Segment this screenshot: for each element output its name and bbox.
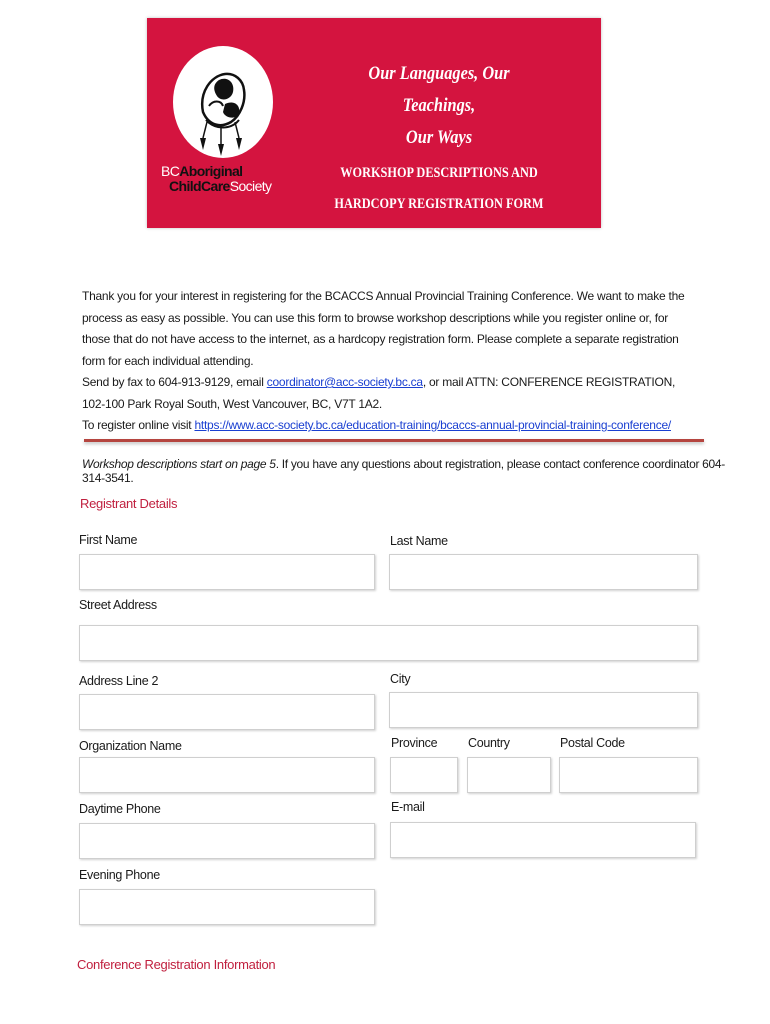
evening-phone-label: Evening Phone: [79, 868, 160, 882]
first-name-label: First Name: [79, 533, 138, 547]
postal-code-label: Postal Code: [560, 736, 625, 750]
first-name-input[interactable]: [79, 554, 375, 590]
daytime-phone-label: Daytime Phone: [79, 802, 161, 816]
intro-text: [82, 286, 692, 437]
intro-paragraph: Thank you for your interest in registering for the BCACCS Annual Provincial Training Conference. We want to make the process as easy as possible. You can use this form to browse workshop descriptions while you register online or, for those that do not have access to the internet, as a hardcopy registration form. Please complete a separate registration form for each individual attending.: [82, 289, 685, 368]
send-instructions: Send by fax to 604-913-9129, email coordinator@acc-society.bc.ca, or mail ATTN: CONFERENCE REGISTRATION, 102-100 Park Royal South, West Vancouver, BC, V7T 1A2.: [82, 375, 676, 411]
last-name-label: Last Name: [390, 534, 448, 548]
daytime-phone-input[interactable]: [79, 823, 375, 859]
registration-url-link[interactable]: https://www.acc-society.bc.ca/education-training/bcaccs-annual-provincial-training-conference/: [194, 418, 671, 432]
email-input[interactable]: [390, 822, 696, 858]
document-title: WORKSHOP DESCRIPTIONS AND HARDCOPY REGISTRATION FORM: [334, 165, 544, 212]
province-label: Province: [391, 736, 438, 750]
email-link[interactable]: coordinator@acc-society.bc.ca: [266, 375, 423, 389]
address-line2-label: Address Line 2: [79, 674, 159, 688]
address-line2-input[interactable]: [79, 694, 375, 730]
organization-logo-text: BCAboriginal ChildCareSociety: [161, 163, 272, 194]
evening-phone-input[interactable]: [79, 889, 375, 925]
online-instructions: To register online visit https://www.acc-society.bc.ca/education-training/bcaccs-annual-provincial-training-conference/: [82, 418, 671, 432]
city-label: City: [390, 672, 411, 686]
street-address-label: Street Address: [79, 598, 157, 612]
country-label: Country: [468, 736, 510, 750]
mother-child-icon: [173, 46, 273, 158]
header-banner: [147, 18, 601, 228]
logo-emblem: [173, 46, 273, 158]
organization-name-input[interactable]: [79, 757, 375, 793]
last-name-input[interactable]: [389, 554, 698, 590]
organization-name-label: Organization Name: [79, 739, 182, 753]
section-divider: [84, 439, 704, 442]
country-input[interactable]: [467, 757, 551, 793]
email-label: E-mail: [391, 800, 425, 814]
postal-code-input[interactable]: [559, 757, 698, 793]
conference-registration-heading: Conference Registration Information: [77, 957, 276, 972]
province-input[interactable]: [390, 757, 458, 793]
street-address-input[interactable]: [79, 625, 698, 661]
city-input[interactable]: [389, 692, 698, 728]
workshops-note: Workshop descriptions start on page 5. If you have any questions about registration, please contact conference coordinator 604-314-3541.: [82, 457, 725, 485]
conference-tagline: Our Languages, Our Teachings, Our Ways: [368, 63, 510, 148]
registrant-details-heading: Registrant Details: [80, 496, 178, 511]
